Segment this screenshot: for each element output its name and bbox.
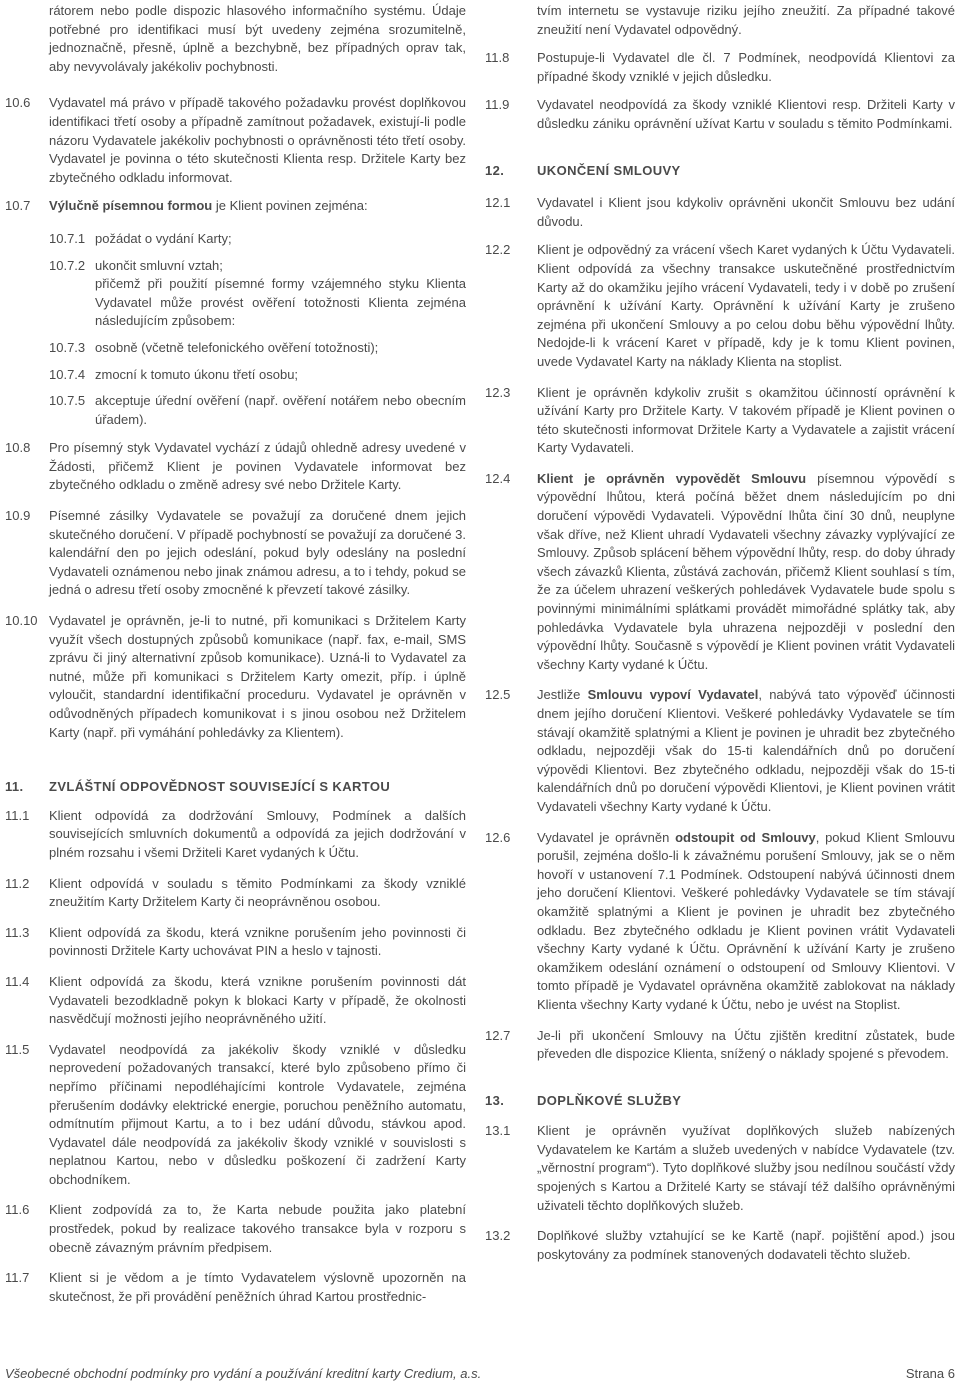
paragraph-number: 12.5	[485, 687, 511, 703]
paragraph-text: Klient odpovídá za dodržování Smlouvy, Podmínek a dalších souvisejících smluvních dokumentů a odpovídá za jejich dodržování v plném rozsahu i všemi Držiteli Karet vydaných k Účtu.	[49, 807, 466, 860]
section-number: 12.	[485, 162, 505, 178]
page-number: Strana 6	[905, 1366, 955, 1381]
subitem-text: akceptuje úřední ověření (např. ověření notářem nebo obecním úřadem).	[95, 393, 466, 427]
paragraph-text: Vydavatel neodpovídá za jakékoliv škody vzniklé v důsledku neprovedení požadovaných transakcí, které bylo způsobeno přímo či nepřímo příčinami nepodléhajícími kontrole Vydavatele, zejména přerušením dodávky elektrické energie, poruchou peněžního automatu, odmítnutím přijmout Kartu, a to i bez udání důvodu, stávkou apod. Vydavatel dále neodpovídá za jakékoliv škody vzniklé v souvislosti s neplatnou Kartou, nebo v důsledku poškození či zadržení Karty obchodníkem.	[49, 1041, 466, 1187]
paragraph-text: , nabývá tato výpověď účinnosti dnem jejího doručení Klientovi. Veškeré pohledávky Vydavatele se tím stávají okamžitě splatnými a Klient je povinen je uhradit bez zbytečného odkladu, nejpozději však do 15-ti kalendářních dnů po doručení výpovědi Klientovi. Bez zbytečného odkladu, nejpozději však do 15-ti kalendářních dnů po doručení výpovědi Klientovi, je Klient povinen vrátit Vydavateli všechny Karty vydané k Účtu.	[537, 687, 955, 814]
paragraph-number: 13.1	[485, 1123, 511, 1139]
emphasis-text: Smlouvu vypoví Vydavatel	[587, 687, 759, 703]
paragraph-11-1	[5, 807, 466, 863]
paragraph-text: , pokud Klient Smlouvu porušil, zejména došlo-li k závažnému porušení Smlouvy, jak se o něm hovoří v ustanovení 7.1 Podmínek. Odstoupení nabývá účinnosti dnem jeho doručení Klientovi. Veškeré pohledávky Vydavatele se tím stávají okamžitě splatnými a Klient je povinen je uhradit bez zbytečného odkladu. Bez zbytečného odkladu je Klient povinen vrátit Vydavateli všechny Karty vydané k Účtu. Oprávnění k užívání Karty je zrušeno okamžikem odeslání oznámení o odstoupení od Smlouvy Klientovi. V tomto případě je Vydavatel oprávněna okamžitě zablokovat na náklady Klienta všechny Karty vydané k Účtu, nebo je uvést na Stoplist.	[537, 829, 955, 1012]
paragraph-number: 10.9	[5, 508, 31, 524]
paragraph-11-7-continuation: tvím internetu se vystavuje riziku jejího zneužití. Za případné takové zneužití není Vydavatel odpovědný.	[537, 3, 955, 37]
paragraph-13-2	[485, 1227, 955, 1264]
subitem-number: 10.7.2	[49, 257, 86, 273]
paragraph-number: 12.7	[485, 1027, 511, 1043]
paragraph-11-9	[485, 96, 955, 133]
section-number: 13.	[485, 1092, 505, 1108]
subitem-number: 10.7.5	[49, 393, 86, 409]
paragraph-text: Pro písemný styk Vydavatel vychází z údajů ohledně adresy uvedené v Žádosti, přičemž Klient je povinen Vydavatele informovat bez zbytečného odkladu o změně adresy své nebo Držitele Karty.	[49, 440, 466, 493]
paragraph-number: 11.7	[5, 1270, 30, 1286]
emphasis-text: odstoupit od Smlouvy	[675, 829, 816, 845]
paragraph-text: Písemné zásilky Vydavatele se považují za doručené dnem jejich skutečného doručení. V případě pochybností se považují za doručené 3. kalendářní den po jejich odeslání, pokud byly odeslány na poslední Vydavateli oznámenou nebo jinak známou adresu, a to i tehdy, pokud se jedná o adresu třetí osoby zmocněné k převzetí takové zásilky.	[49, 508, 466, 598]
paragraph-number: 10.6	[5, 95, 31, 111]
paragraph-11-4	[5, 973, 466, 1029]
subitem-number: 10.7.3	[49, 339, 86, 355]
subitem-10-7-1	[5, 230, 466, 249]
paragraph-text-lead: Vydavatel je oprávněn	[537, 829, 676, 845]
paragraph-text: Klient odpovídá za škodu, která vznikne porušením jeho povinnosti či povinnosti Držitele Karty uchovávat PIN a heslo v tajnosti.	[49, 924, 466, 959]
paragraph-10-5-continuation: rátorem nebo podle dispozic hlasového informačního systému. Údaje potřebné pro identifikaci musí být uvedeny zejména srozumitelně, jednoznačně, přesně, úplně a bezchybně, bez případných oprav tak, aby nevyvolávaly jakékoliv pochybnosti.	[49, 3, 466, 74]
paragraph-number: 11.5	[5, 1041, 30, 1057]
paragraph-text: je Klient povinen zejména:	[212, 198, 368, 214]
subitem-10-7-5	[5, 392, 466, 429]
section-heading-11	[5, 778, 466, 797]
paragraph-text: Postupuje-li Vydavatel dle čl. 7 Podmínek, neodpovídá Klientovi za případné škody vzniklé v jejich důsledku.	[537, 50, 955, 84]
paragraph-text: Klient zodpovídá za to, že Karta nebude použita jako platební prostředek, pokud by realizace takového transakce byla v rozporu s obecně závazným právním předpisem.	[49, 1202, 466, 1255]
paragraph-number: 12.1	[485, 195, 511, 211]
paragraph-number: 11.8	[485, 50, 510, 66]
paragraph-10-7	[5, 197, 466, 216]
right-column	[485, 2, 955, 1264]
page-footer	[5, 1365, 955, 1384]
section-title: ZVLÁŠTNÍ ODPOVĚDNOST SOUVISEJÍCÍ S KARTOU	[49, 779, 391, 795]
paragraph-number: 11.9	[485, 97, 510, 113]
paragraph-12-6	[485, 829, 955, 1015]
paragraph-12-2	[485, 241, 955, 371]
paragraph-12-5	[485, 686, 955, 816]
paragraph-number: 10.8	[5, 440, 31, 456]
paragraph-11-2	[5, 875, 466, 912]
paragraph-text: Vydavatel i Klient jsou kdykoliv oprávněni ukončit Smlouvu bez udání důvodu.	[537, 195, 955, 229]
paragraph-number: 10.10	[5, 613, 38, 629]
subitem-number: 10.7.1	[49, 230, 86, 246]
paragraph-text: Klient je oprávněn kdykoliv zrušit s okamžitou účinností oprávnění k užívání Karty pro Držitele Karty. V takovém případě je Klient povinen o této skutečnosti informovat Držitele Karty a Vydavatele a zajistit vrácení Karty Vydavateli.	[537, 384, 955, 456]
section-heading-12	[485, 162, 955, 181]
section-heading-13	[485, 1092, 955, 1111]
paragraph-text: Vydavatel má právo v případě takového požadavku provést doplňkovou identifikaci třetí osoby a případně zamítnout požadavek, existují-li podle názoru Vydavatele jakékoliv pochybnosti o oprávněnosti této třetí osoby. Vydavatel je povinna o této skutečnosti Klienta resp. Držitele Karty bez zbytečného odkladu informovat.	[49, 95, 466, 185]
paragraph-12-7	[485, 1027, 955, 1064]
paragraph-10-9	[5, 507, 466, 600]
paragraph-number: 13.2	[485, 1228, 511, 1244]
paragraph-11-7	[5, 1269, 466, 1306]
paragraph-number: 12.2	[485, 242, 511, 258]
paragraph-10-10	[5, 612, 466, 742]
paragraph-text: Klient odpovídá za škodu, která vznikne porušením povinnosti dát Vydavateli bezodkladně pokyn k blokaci Karty v případě, že okolnosti nasvědčují možnosti jejího neoprávněného užití.	[49, 973, 466, 1027]
paragraph-text: písemnou výpovědí s výpovědní lhůtou, která počíná běžet dnem následujícím po dni doručení výpovědi Vydavateli. Výpovědní lhůta činí 30 dnů, neuplyne však dříve, než Klient uhradí Vydavateli všechny závazky vyplývající ze Smlouvy. Způsob splácení během výpovědní lhůty, resp. do doby úhrady všech závazků Klienta, zůstává zachován, přičemž Klient souhlasí s tím, že za účelem uhrazení veškerých pohledávek Vydavatele bude spolu s povinnými minimálními splátkami provádět mimořádné splátky tak, aby pohledávka Vydavatele byla uhrazena nejpozději v poslední den výpovědní lhůty. Současně s výpovědí je Klient povinen vrátit Vydavateli všechny Karty vydané k Účtu.	[537, 470, 955, 672]
paragraph-10-8	[5, 439, 466, 495]
subitem-text: ukončit smluvní vztah;	[95, 257, 223, 273]
paragraph-11-8	[485, 49, 955, 86]
paragraph-11-3	[5, 924, 466, 961]
paragraph-number: 11.1	[5, 807, 30, 823]
emphasis-text: Klient je oprávněn vypovědět Smlouvu	[537, 470, 807, 486]
paragraph-number: 11.4	[5, 973, 30, 989]
paragraph-11-6	[5, 1201, 466, 1257]
footer-document-title: Všeobecné obchodní podmínky pro vydání a používání kreditní karty Credium, a.s.	[5, 1366, 482, 1381]
paragraph-10-6	[5, 94, 466, 187]
paragraph-text: Vydavatel je oprávněn, je-li to nutné, při komunikaci s Držitelem Karty využít všech dostupných způsobů komunikace (např. fax, e-mail, SMS zprávu či jiný alternativní způsob komunikace). Uzná-li to Vydavatel za nutné, může při komunikaci s Držitelem Karty omezit, příp. i úplně vyloučit, standardní identifikační proceduru. Vydavatel je oprávněn v odůvodněných případech komunikovat i s jinou osobou než Držitelem Karty (např. při vymáhání pohledávky za Klientem).	[49, 613, 466, 740]
subitem-text: osobně (včetně telefonického ověření totožnosti);	[95, 339, 379, 355]
subitem-continuation: přičemž při použití písemné formy vzájemného styku Klienta Vydavatel může provést ověření totožnosti Klienta zejména následujícím způsobem:	[95, 276, 466, 329]
paragraph-number: 10.7	[5, 198, 31, 214]
section-title: UKONČENÍ SMLOUVY	[537, 162, 681, 178]
section-title: DOPLŇKOVÉ SLUŽBY	[537, 1092, 682, 1108]
paragraph-number: 11.6	[5, 1202, 30, 1218]
paragraph-text: Vydavatel neodpovídá za škody vzniklé Klientovi resp. Držiteli Karty v důsledku zániku oprávnění užívat Kartu v souladu s těmito Podmínkami.	[537, 97, 955, 131]
paragraph-text: Doplňkové služby vztahující se ke Kartě (např. pojištění apod.) jsou poskytovány za podmínek stanovených dodavateli těchto služeb.	[537, 1228, 955, 1262]
subitem-10-7-3	[5, 339, 466, 358]
section-number: 11.	[5, 779, 24, 795]
subitem-10-7-4	[5, 366, 466, 385]
paragraph-number: 11.2	[5, 875, 30, 891]
paragraph-12-1	[485, 194, 955, 231]
paragraph-11-5	[5, 1041, 466, 1190]
paragraph-13-1	[485, 1122, 955, 1215]
paragraph-text: Klient je oprávněn využívat doplňkových služeb nabízených Vydavatelem ke Kartám a služeb uvedených v nabídce Vydavatele (tzv. „věrnostní program“). Tyto doplňkové služby jsou nedílnou součástí vždy spojených s Kartou a Držitelé Karty se stávají též dalšího oprávněnými uživateli těchto doplňkových služeb.	[537, 1123, 955, 1213]
subitem-text: zmocní k tomuto úkonu třetí osobu;	[95, 366, 299, 382]
paragraph-text: Klient si je vědom a je tímto Vydavatelem výslovně upozorněn na skutečnost, že při provádění peněžních úhrad Kartou prostřednic-	[49, 1270, 466, 1304]
paragraph-text: Je-li při ukončení Smlouvy na Účtu zjištěn kreditní zůstatek, bude převeden dle dispozice Klienta, snížený o náklady spojené s převodem.	[537, 1027, 955, 1062]
paragraph-number: 12.3	[485, 384, 511, 400]
paragraph-text: Klient je odpovědný za vrácení všech Karet vydaných k Účtu Vydavateli. Klient odpovídá za všechny transakce uskutečněné prostřednictvím Karty až do okamžiku jejího vrácení Vydavateli, tedy i v době po zrušení oprávnění k užívání Karty. Oprávnění k užívání Karty je zrušeno zejména při ukončení Smlouvy a po celou dobu běhu výpovědní lhůty. Nedojde-li k vrácení Karet v případě, kdy je k tomu Klient povinen, uvede Vydavatel Karty na náklady Klienta na stoplist.	[537, 242, 955, 369]
paragraph-number: 12.4	[485, 470, 511, 486]
left-column	[5, 2, 466, 1306]
paragraph-12-4	[485, 470, 955, 675]
paragraph-12-3	[485, 384, 955, 458]
paragraph-number: 11.3	[5, 924, 30, 940]
subitem-number: 10.7.4	[49, 366, 86, 382]
paragraph-text: Klient odpovídá v souladu s těmito Podmínkami za škody vzniklé zneužitím Karty Držitelem Karty či neoprávněnou osobou.	[49, 875, 466, 910]
emphasis-text: Výlučně písemnou formou	[49, 198, 213, 214]
subitem-10-7-2	[5, 257, 466, 331]
subitem-text: požádat o vydání Karty;	[95, 230, 232, 246]
paragraph-number: 12.6	[485, 829, 511, 845]
paragraph-text-lead: Jestliže	[537, 687, 588, 703]
